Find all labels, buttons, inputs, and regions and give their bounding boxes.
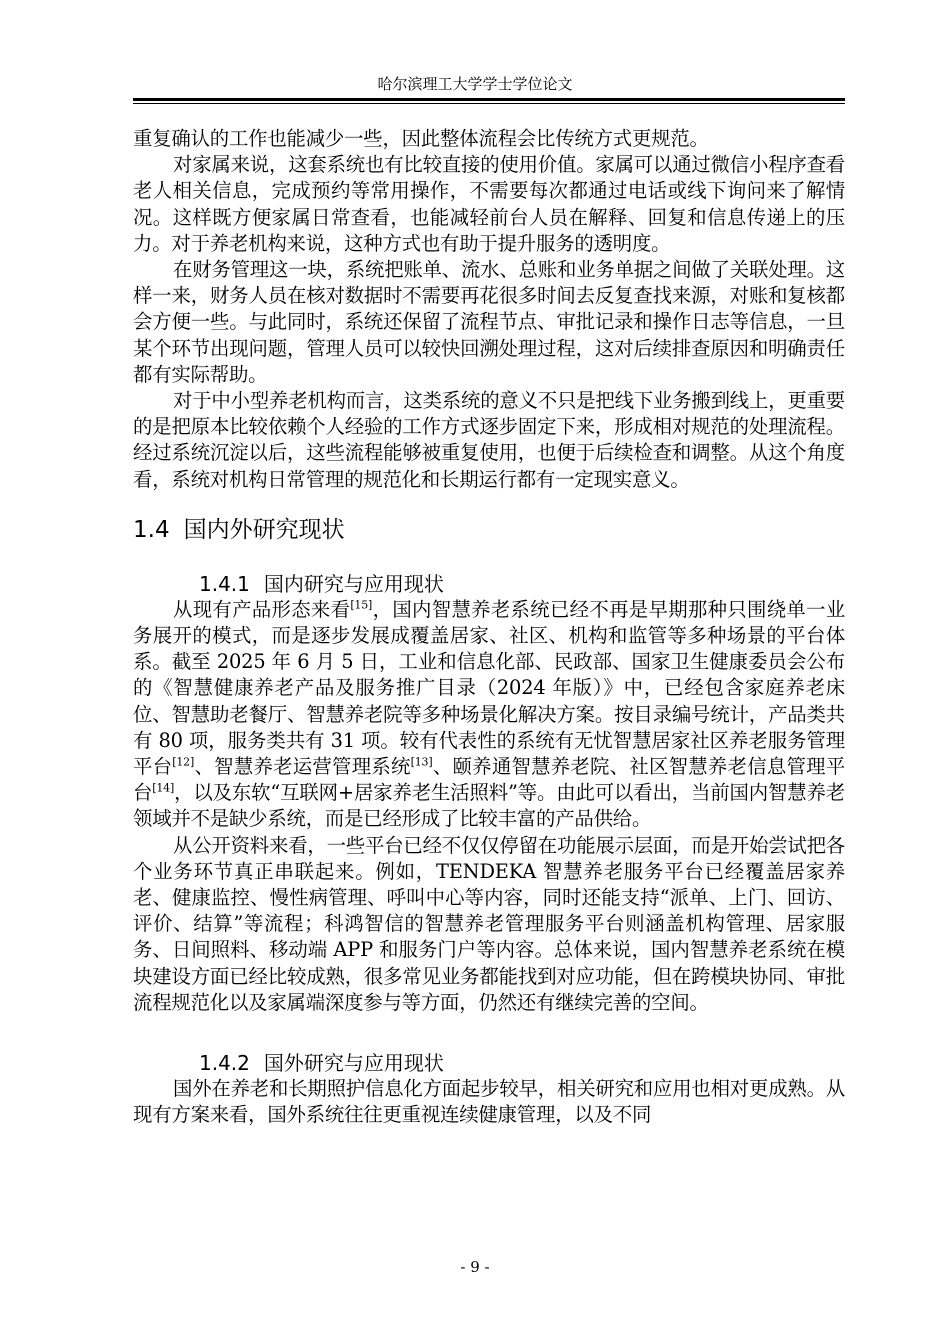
text-run: 、智慧养老运营管理系统 bbox=[194, 755, 411, 779]
text-run: 从现有产品形态来看 bbox=[173, 597, 351, 621]
paragraph-domestic-platforms: 从公开资料来看，一些平台已经不仅仅停留在功能展示层面，而是开始尝试把各个业务环节真正串联起来。例如，TENDEKA 智慧养老服务平台已经覆盖居家养老、健康监控、慢性病管理、呼叫中心等内容，同时还能支持“派单、上门、回访、评价、结算”等流程；科鸿智信的智慧养老管理服务平台则涵盖机构管理、居家服务、日间照料、移动端 APP 和服务门户等内容。总体来说，国内智慧养老系统在模块建设方面已经比较成熟，很多常见业务都能找到对应功能，但在跨模块协同、审批流程规范化以及家属端深度参与等方面，仍然还有继续完善的空间。 bbox=[133, 833, 845, 1014]
subsection-title: 国外研究与应用现状 bbox=[263, 1051, 444, 1076]
header-rule-thick bbox=[133, 98, 845, 101]
paragraph-foreign: 国外在养老和长期照护信息化方面起步较早，相关研究和应用也相对更成熟。从现有方案来看，国外系统往往更重视连续健康管理，以及不同 bbox=[133, 1077, 845, 1127]
citation-ref: [12] bbox=[172, 755, 195, 769]
text-run: ，国内智慧养老系统已经不再是早期那种只围绕单一业务展开的模式，而是逐步发展成覆盖居家、社区、机构和监管等多种场景的平台体系。截至 2025 年 6 月 5 日，工业和信息化部、民政部、国家卫生健康委员会公布的《智慧健康养老产品及服务推广目录（2024 年版）》中，已经包含家庭养老床位、智慧助老餐厅、智慧养老院等多种场景化解决方案。按目录编号统计，产品类共有 80 项，服务类共有 31 项。较有代表性的系统有无忧智慧居家社区养老服务管理平台 bbox=[133, 597, 846, 779]
subsection-number: 1.4.1 bbox=[199, 571, 250, 596]
citation-ref: [15] bbox=[350, 598, 373, 612]
citation-ref: [14] bbox=[152, 781, 175, 795]
subsection-heading-foreign bbox=[199, 1050, 845, 1076]
paragraph-finance: 在财务管理这一块，系统把账单、流水、总账和业务单据之间做了关联处理。这样一来，财务人员在核对数据时不需要再花很多时间去反复查找来源，对账和复核都会方便一些。与此同时，系统还保留了流程节点、审批记录和操作日志等信息，一旦某个环节出现问题，管理人员可以较快回溯处理过程，这对后续排查原因和明确责任都有实际帮助。 bbox=[133, 258, 845, 386]
paragraph-significance: 对于中小型养老机构而言，这类系统的意义不只是把线下业务搬到线上，更重要的是把原本比较依赖个人经验的工作方式逐步固定下来，形成相对规范的处理流程。经过系统沉淀以后，这些流程能够被重复使用，也便于后续检查和调整。从这个角度看，系统对机构日常管理的规范化和长期运行都有一定现实意义。 bbox=[133, 389, 845, 491]
text-run: 、颐养通智慧养老院、社区智慧养老信息管理平台 bbox=[133, 755, 845, 805]
section-title: 国内外研究现状 bbox=[183, 516, 345, 543]
header-rule-thin bbox=[133, 103, 845, 104]
subsection-title: 国内研究与应用现状 bbox=[263, 571, 444, 596]
text-run: ，以及东软“互联网+居家养老生活照料”等。由此可以看出，当前国内智慧养老领域并不是缺少系统，而是已经形成了比较丰富的产品供给。 bbox=[133, 781, 845, 831]
running-header: 哈尔滨理工大学学士学位论文 bbox=[377, 75, 573, 93]
page-number: - 9 - bbox=[460, 1258, 490, 1276]
paragraph-family-value: 对家属来说，这套系统也有比较直接的使用价值。家属可以通过微信小程序查看老人相关信息，完成预约等常用操作，不需要每次都通过电话或线下询问来了解情况。这样既方便家属日常查看，也能减轻前台人员在解释、回复和信息传递上的压力。对于养老机构来说，这种方式也有助于提升服务的透明度。 bbox=[133, 153, 845, 255]
section-heading bbox=[133, 515, 845, 545]
subsection-number: 1.4.2 bbox=[199, 1051, 250, 1076]
paragraph-continuation: 重复确认的工作也能减少一些，因此整体流程会比传统方式更规范。 bbox=[133, 127, 709, 150]
citation-ref: [13] bbox=[410, 755, 433, 769]
page-body bbox=[133, 126, 845, 1129]
paragraph-domestic-products bbox=[133, 597, 845, 833]
subsection-heading-domestic bbox=[199, 571, 845, 597]
section-number: 1.4 bbox=[133, 516, 170, 543]
